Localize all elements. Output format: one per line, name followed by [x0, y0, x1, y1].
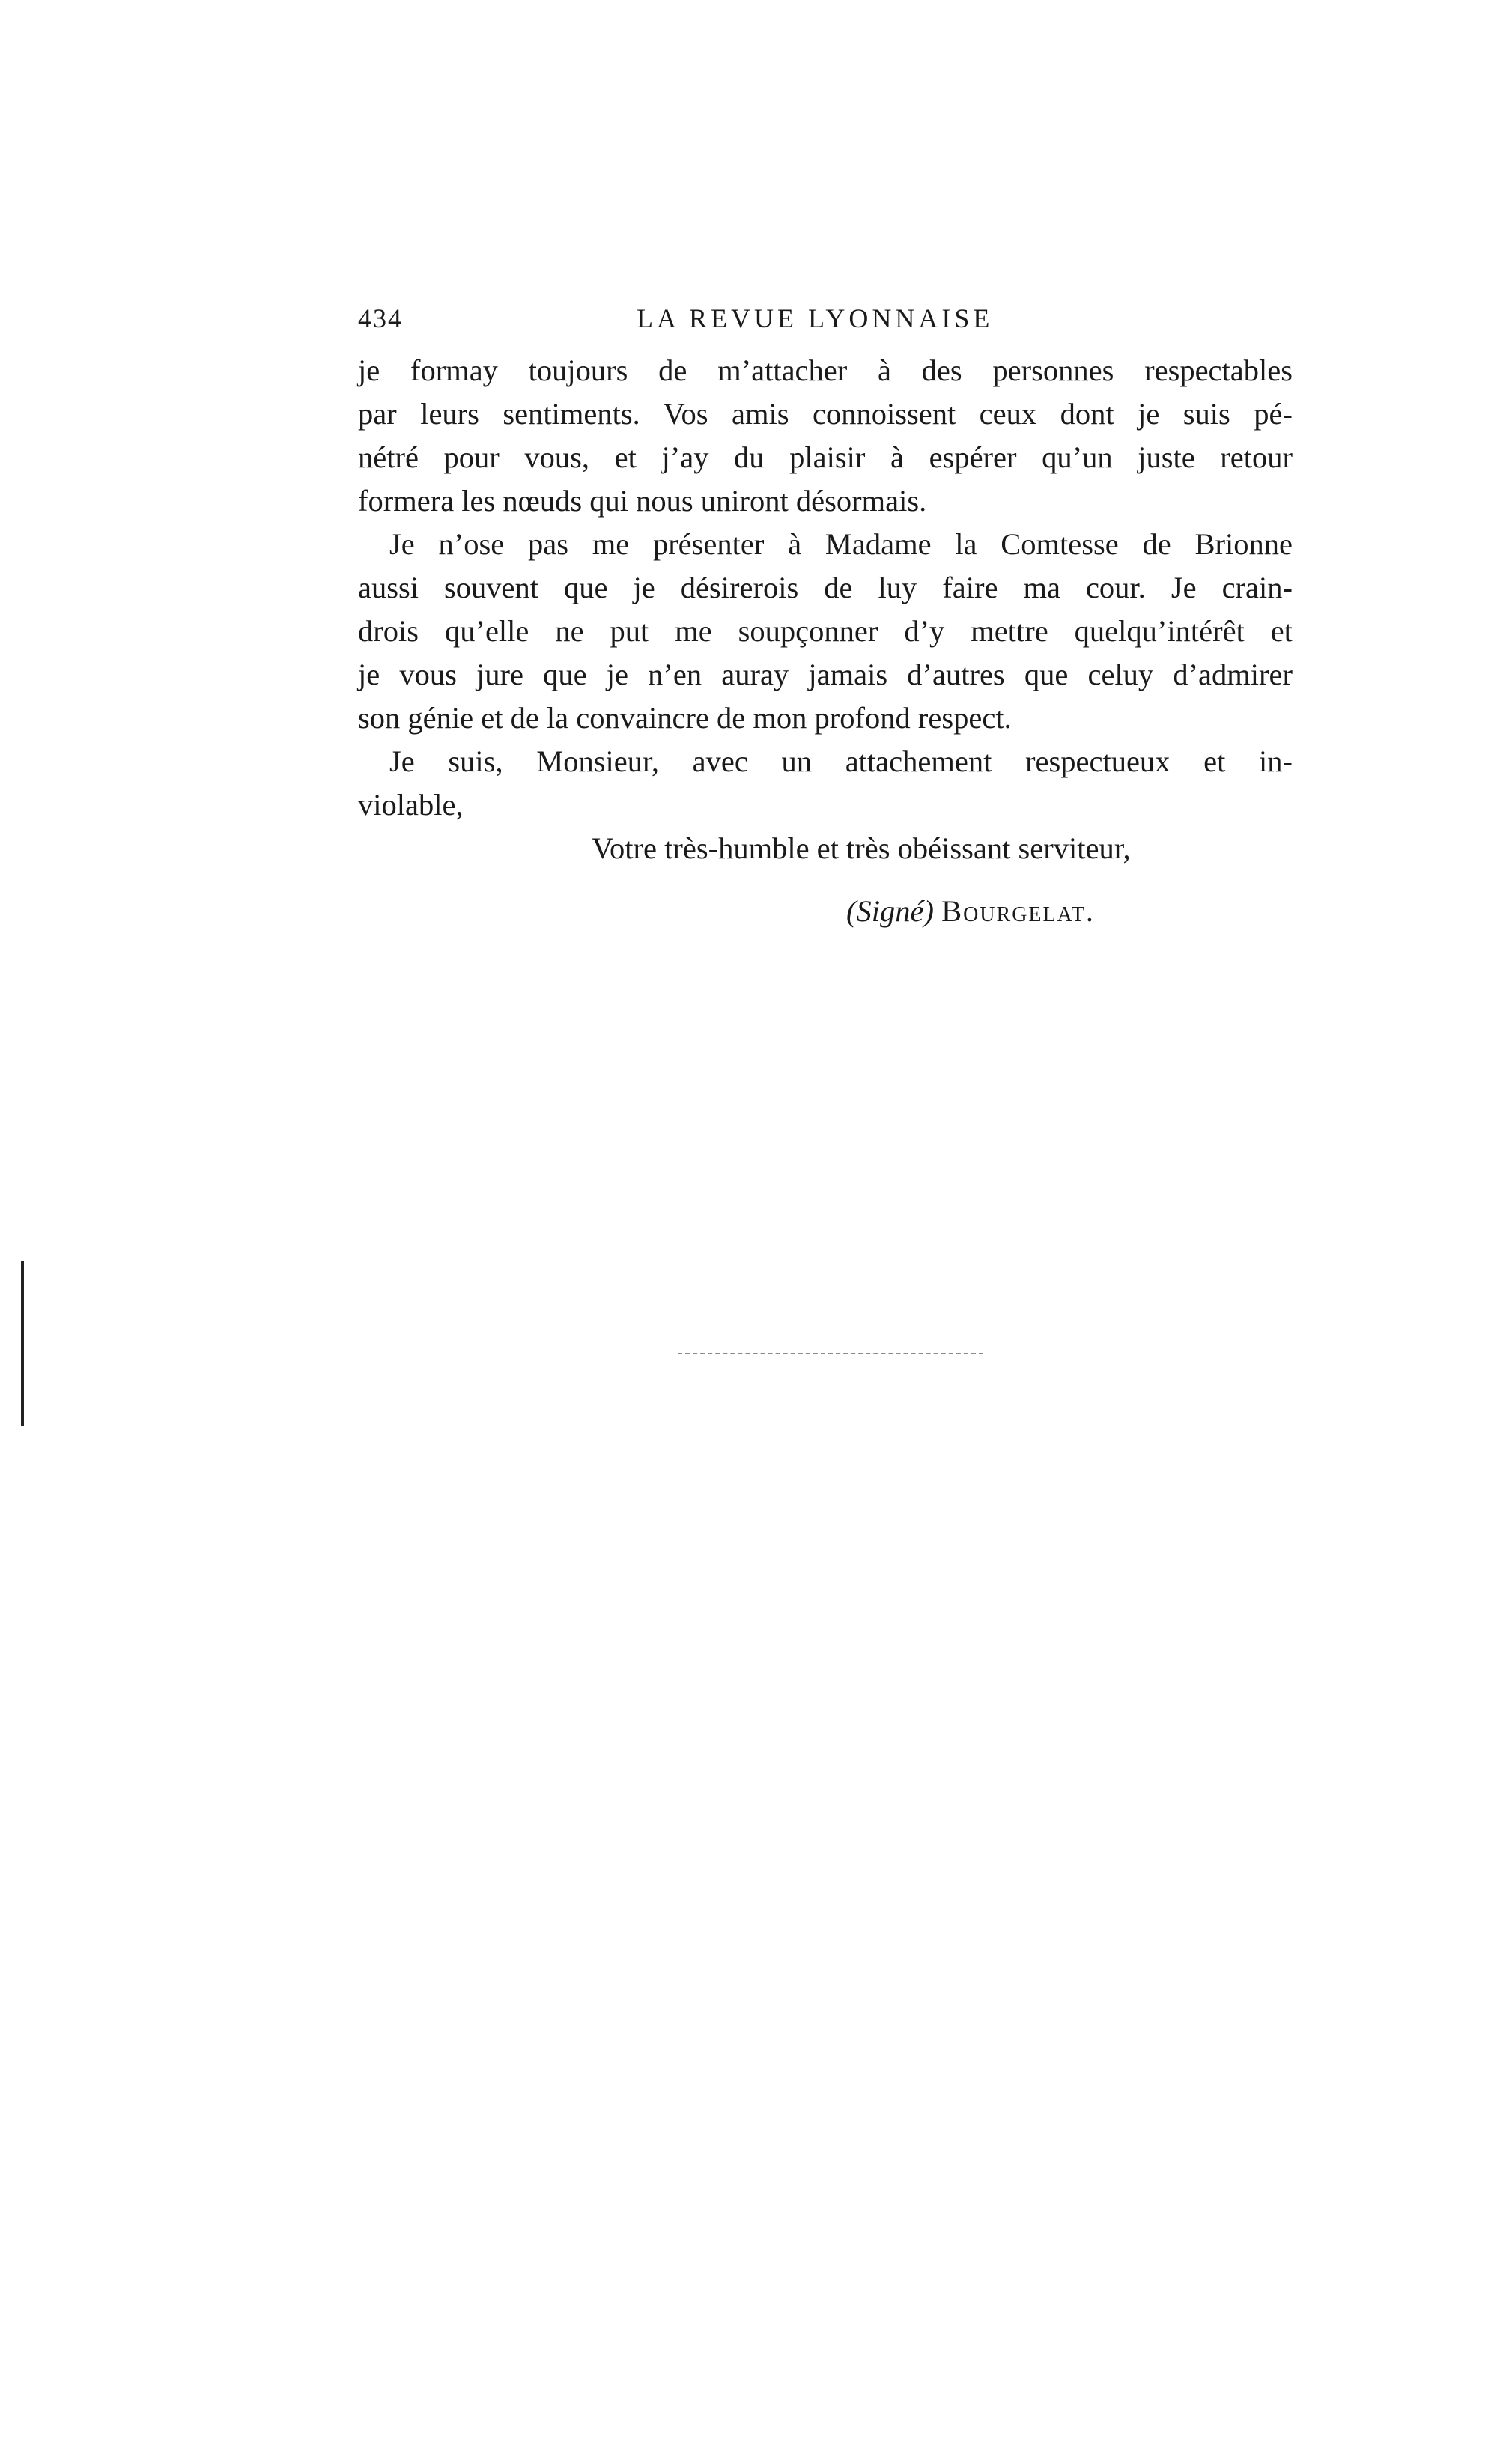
- letter-body: [358, 349, 1293, 933]
- text-line: Je n’ose pas me présenter à Madame la Comtesse de Brionne: [389, 527, 1293, 561]
- signature: [358, 890, 1293, 933]
- paragraph-3: [358, 740, 1293, 827]
- page-header: [358, 303, 1047, 340]
- text-line: je formay toujours de m’attacher à des personnes respectables: [358, 353, 1293, 387]
- page-number: 434: [358, 303, 403, 333]
- text-line: formera les nœuds qui nous uniront désormais.: [358, 484, 927, 518]
- text-line: violable,: [358, 788, 464, 822]
- closing-formula: Votre très-humble et très obéissant serviteur,: [592, 831, 1131, 865]
- text-line: nétré pour vous, et j’ay du plaisir à espérer qu’un juste retour: [358, 440, 1293, 474]
- paragraph-2: [358, 523, 1293, 740]
- paragraph-1: [358, 349, 1293, 523]
- text-line: par leurs sentiments. Vos amis connoissent ceux dont je suis pé-: [358, 397, 1293, 431]
- text-line: je vous jure que je n’en auray jamais d’autres que celuy d’admirer: [358, 658, 1293, 691]
- text-line: Je suis, Monsieur, avec un attachement respectueux et in-: [389, 744, 1293, 778]
- signature-name: Bourgelat.: [941, 894, 1095, 928]
- running-title: LA REVUE LYONNAISE: [637, 303, 994, 333]
- end-rule-divider: [678, 1353, 983, 1354]
- text-line: aussi souvent que je désirerois de luy faire ma cour. Je crain-: [358, 571, 1293, 604]
- text-line: son génie et de la convaincre de mon profond respect.: [358, 701, 1012, 735]
- signature-note: (Signé): [846, 894, 934, 928]
- text-line: drois qu’elle ne put me soupçonner d’y mettre quelqu’intérêt et: [358, 614, 1293, 648]
- margin-scan-mark: [21, 1261, 24, 1426]
